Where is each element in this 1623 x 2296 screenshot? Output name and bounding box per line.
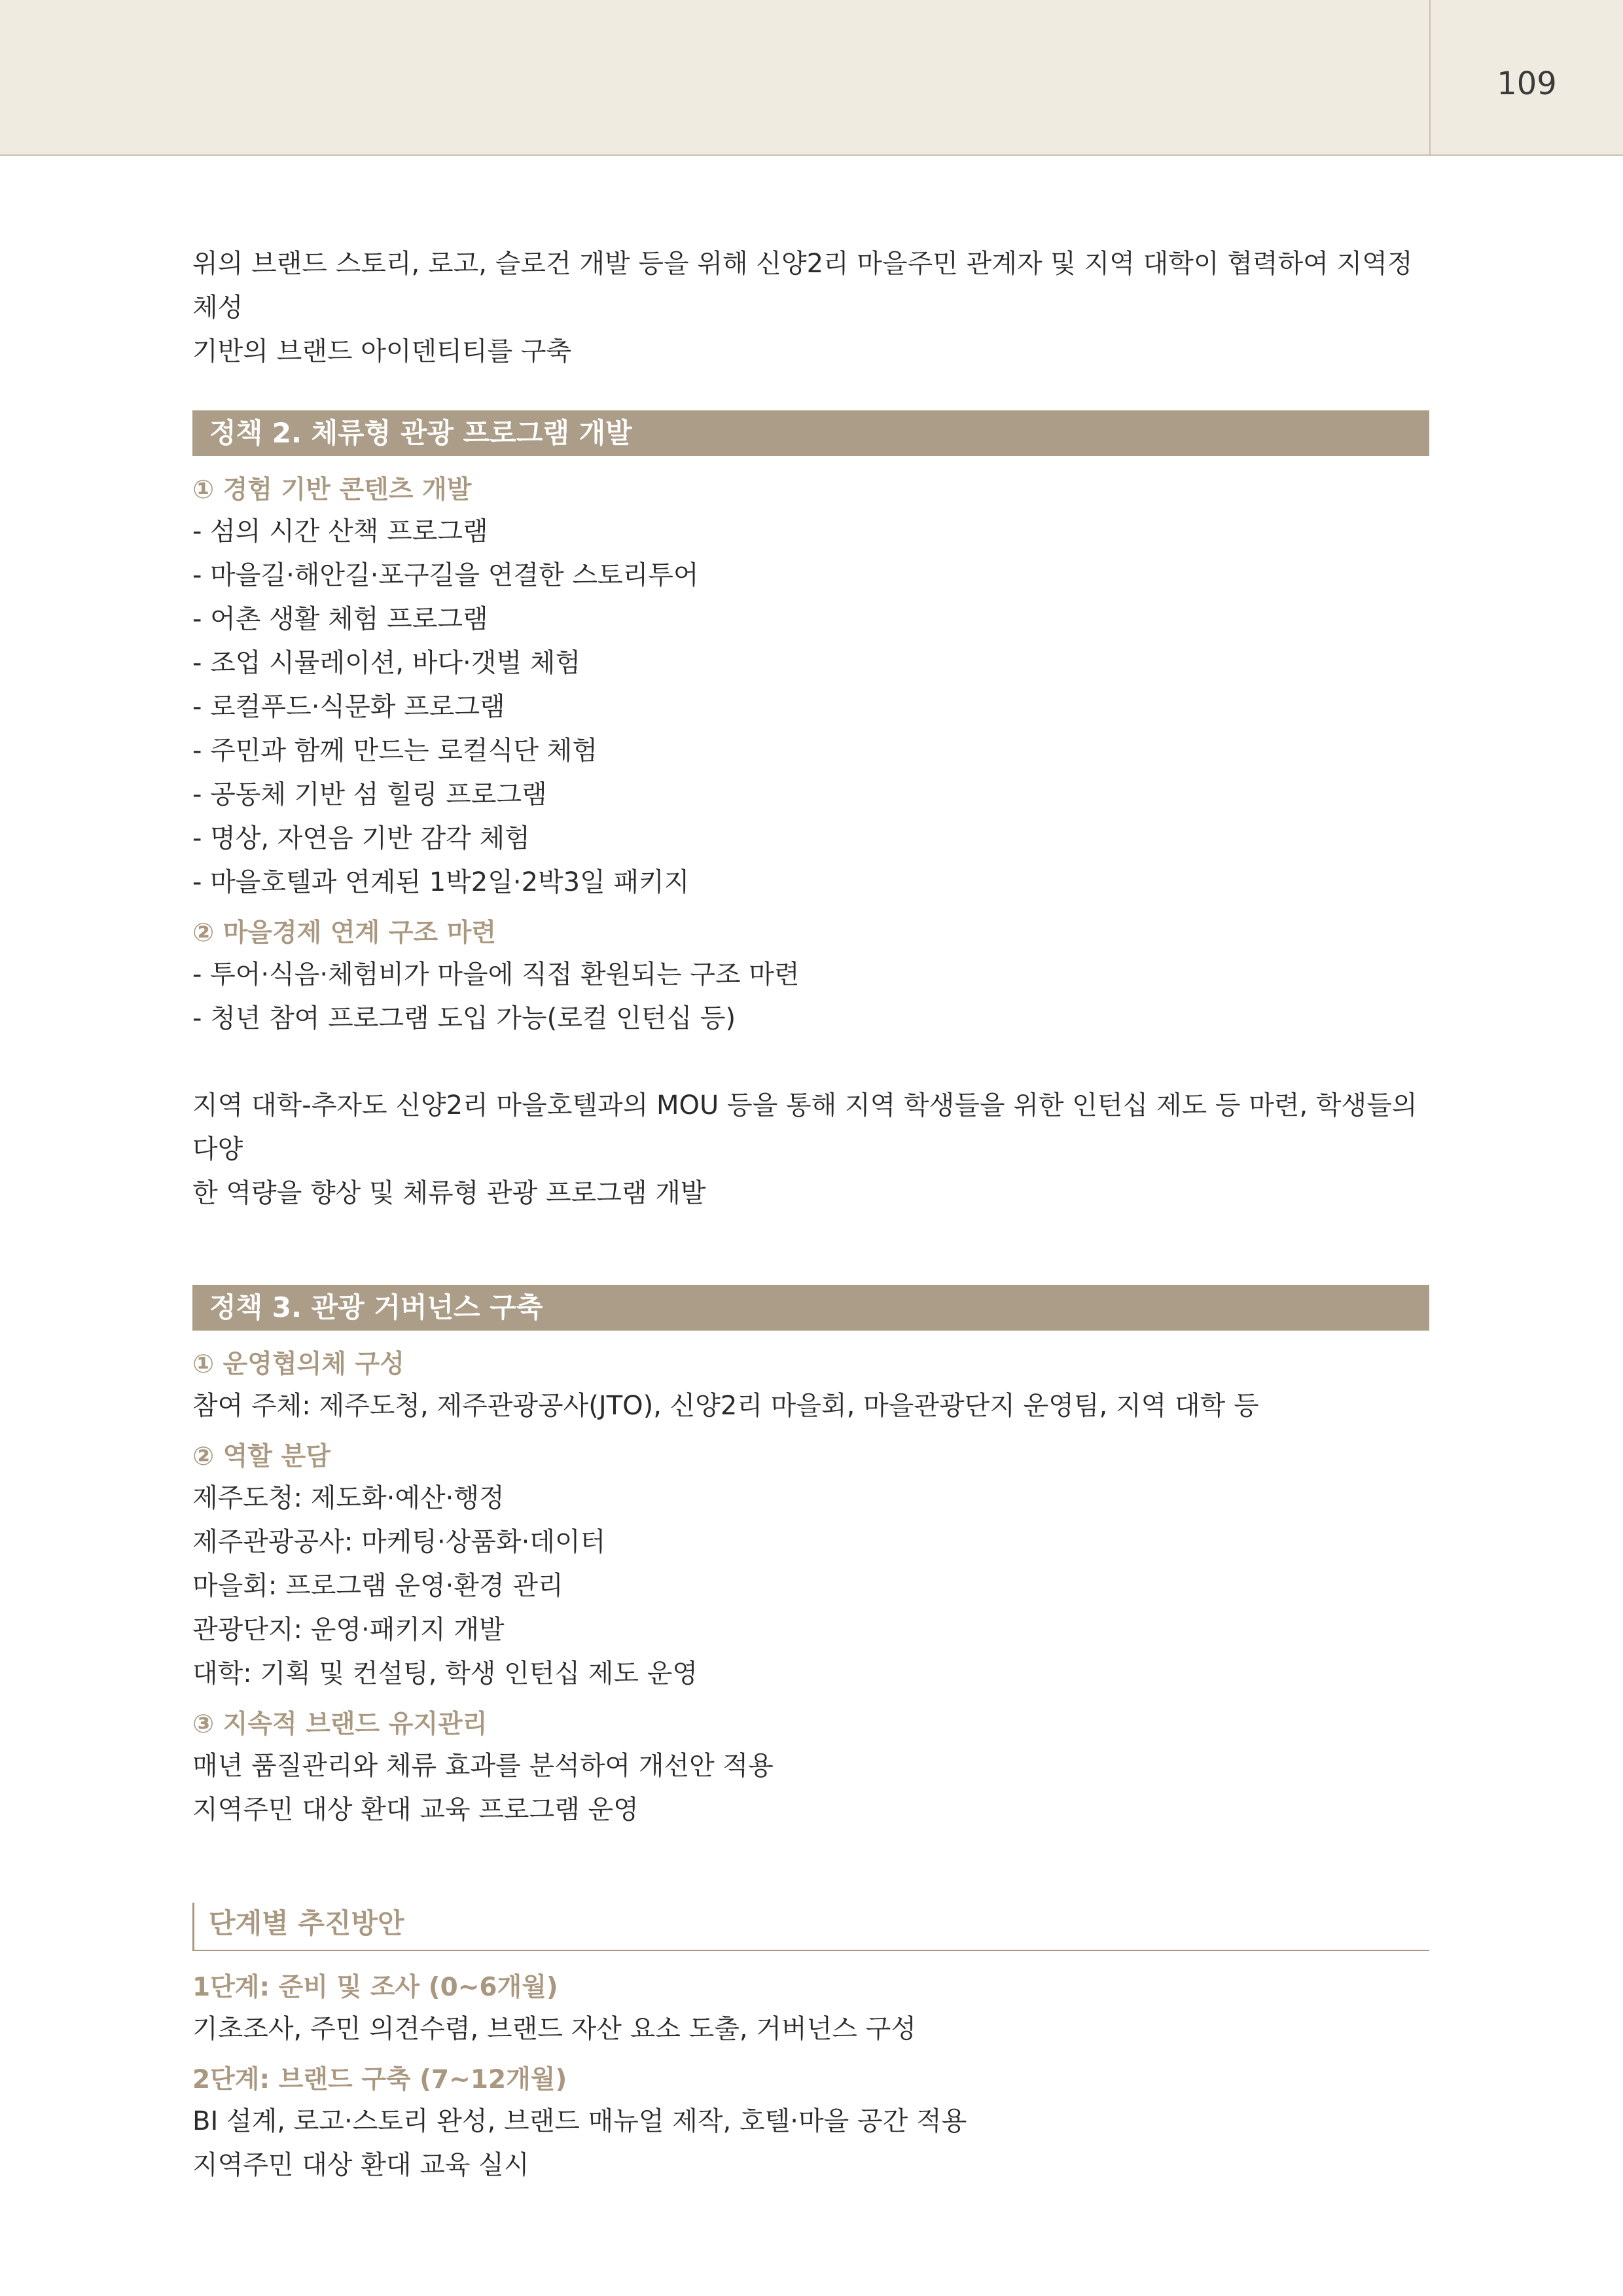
stage2-title: 2단계: 브랜드 구축 (7~12개월): [192, 2065, 567, 2094]
policy2-sub1-title: ① 경험 기반 콘텐츠 개발: [192, 475, 472, 505]
policy2-paragraph: 지역 대학-추자도 신양2리 마을호텔과의 MOU 등을 통해 지역 학생들을 위한 인턴십 제도 등 마련, 학생들의 다양 한 역량을 향상 및 체류형 관광 프로그램 개발: [192, 1090, 1418, 1208]
list-item: 매년 품질관리와 체류 효과를 분석하여 개선안 적용: [192, 1751, 774, 1781]
list-item: - 마을호텔과 연계된 1박2일·2박3일 패키지: [192, 867, 690, 897]
list-item: 마을회: 프로그램 운영·환경 관리: [192, 1571, 563, 1601]
page-content: [192, 242, 1429, 2187]
stage1-title: 1단계: 준비 및 조사 (0~6개월): [192, 1973, 558, 2002]
list-item: 지역주민 대상 환대 교육 프로그램 운영: [192, 1795, 639, 1825]
policy3-sub1-title: ① 운영협의체 구성: [192, 1350, 404, 1379]
list-item: - 마을길·해안길·포구길을 연결한 스토리투어: [192, 560, 699, 590]
stages-section-title: 단계별 추진방안: [192, 1903, 1429, 1951]
list-item: - 로컬푸드·식문화 프로그램: [192, 692, 505, 722]
policy2-title: 정책 2. 체류형 관광 프로그램 개발: [192, 410, 1429, 456]
intro-paragraph: 위의 브랜드 스토리, 로고, 슬로건 개발 등을 위해 신양2리 마을주민 관계자 및 지역 대학이 협력하여 지역정체성 기반의 브랜드 아이덴티티를 구축: [192, 249, 1413, 367]
list-item: 관광단지: 운영·패키지 개발: [192, 1615, 505, 1645]
list-item: - 주민과 함께 만드는 로컬식단 체험: [192, 736, 597, 766]
list-item: - 투어·식음·체험비가 마을에 직접 환원되는 구조 마련: [192, 960, 800, 990]
list-item: 지역주민 대상 환대 교육 실시: [192, 2150, 529, 2180]
list-item: 기초조사, 주민 의견수렴, 브랜드 자산 요소 도출, 거버넌스 구성: [192, 2014, 916, 2044]
policy2-sub2-title: ② 마을경제 연계 구조 마련: [192, 918, 497, 948]
list-item: BI 설계, 로고·스토리 완성, 브랜드 매뉴얼 제작, 호텔·마을 공간 적용: [192, 2106, 967, 2136]
policy3-title: 정책 3. 관광 거버넌스 구축: [192, 1285, 1429, 1331]
policy3-sub2-title: ② 역할 분담: [192, 1442, 330, 1471]
page-header: [0, 0, 1623, 156]
policy3-sub3-title: ③ 지속적 브랜드 유지관리: [192, 1710, 488, 1739]
list-item: - 청년 참여 프로그램 도입 가능(로컬 인턴십 등): [192, 1003, 736, 1033]
list-item: - 공동체 기반 섬 힐링 프로그램: [192, 780, 547, 810]
policy2-sub1-list: [192, 510, 1429, 905]
list-item: 참여 주체: 제주도청, 제주관광공사(JTO), 신양2리 마을회, 마을관광단지 운영팀, 지역 대학 등: [192, 1391, 1259, 1421]
page-number: 109: [1497, 65, 1557, 102]
list-item: 대학: 기획 및 컨설팅, 학생 인턴십 제도 운영: [192, 1659, 698, 1689]
list-item: 제주관광공사: 마케팅·상품화·데이터: [192, 1527, 606, 1557]
list-item: - 조업 시뮬레이션, 바다·갯벌 체험: [192, 648, 581, 678]
policy3-sub3-list: [192, 1744, 1429, 1832]
policy3-sub2-list: [192, 1477, 1429, 1696]
list-item: - 어촌 생활 체험 프로그램: [192, 604, 488, 634]
list-item: - 명상, 자연음 기반 감각 체험: [192, 823, 530, 853]
policy2-sub2-list: [192, 953, 1429, 1041]
list-item: 제주도청: 제도화·예산·행정: [192, 1483, 505, 1513]
list-item: - 섬의 시간 산책 프로그램: [192, 516, 488, 547]
